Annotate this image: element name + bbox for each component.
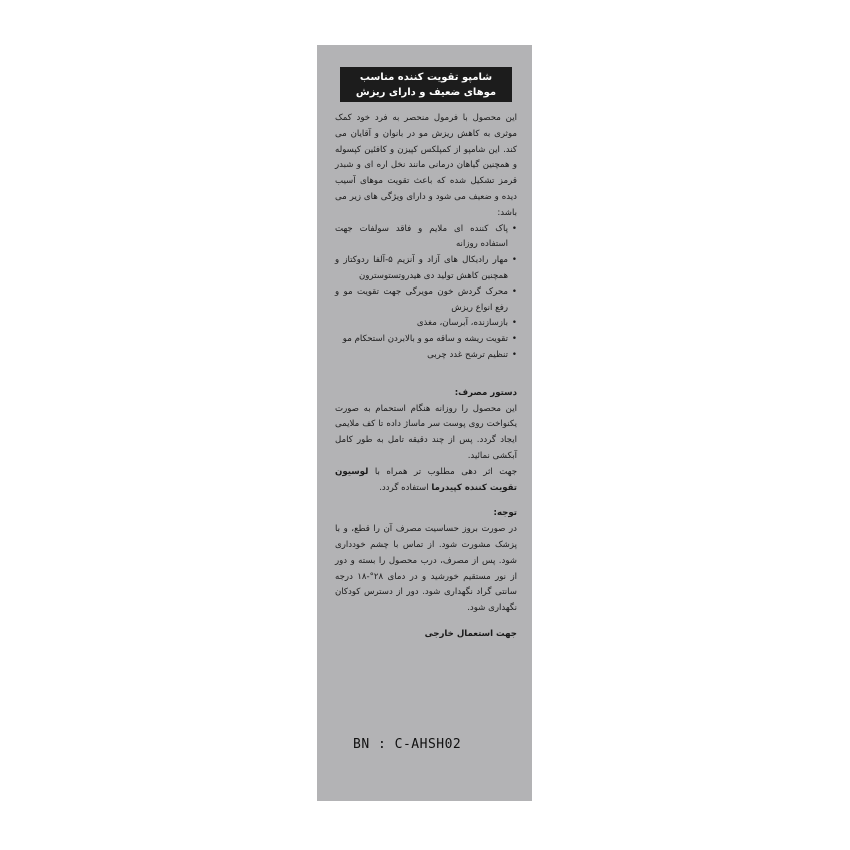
batch-number: BN : C-AHSH02	[353, 737, 462, 752]
usage-combination-text	[335, 465, 517, 497]
note-text: در صورت بروز حساسیت مصرف آن را قطع، و با پزشک مشورت شود. از تماس با چشم خودداری شود. پس از مصرف، درب محصول را بسته و دور از نور مستقیم خورشید و در دمای ۲۸°-۱۸ درجه سانتی گراد نگهداری شود. دور از دسترس کودکان نگهداری شود.	[335, 524, 517, 614]
lotion-product-name: لوسیون تقویت کننده کپیدرما	[335, 466, 517, 493]
feature-item: • پاک کننده ای ملایم و فاقد سولفات جهت استفاده روزانه	[335, 222, 508, 254]
product-title-box	[340, 67, 512, 102]
feature-list	[335, 222, 517, 364]
feature-item: • تقویت ریشه و ساقه مو و بالابردن استحکام مو	[335, 332, 508, 348]
product-title-line-1: شامپو تقویت کننده مناسب	[359, 72, 493, 83]
spacer	[335, 364, 517, 386]
note-heading: توجه:	[493, 508, 517, 519]
feature-item: • تنظیم ترشح غدد چربی	[335, 348, 508, 364]
usage-combination-suffix: استفاده گردد.	[379, 482, 429, 493]
feature-item: • محرک گردش خون مویرگی جهت تقویت مو و رفع انواع ریزش	[335, 285, 508, 317]
feature-item: • بازسازنده، آبرسان، مغذی	[335, 316, 508, 332]
external-use-text: جهت استعمال خارجی	[424, 628, 517, 639]
spacer	[335, 617, 517, 627]
intro-paragraph: این محصول با فرمول منحصر به فرد خود کمک موثری به کاهش ریزش مو در بانوان و آقایان می کند. این شامپو از کمپلکس کپیزن و کافئین کپسوله و همچنین گیاهان درمانی مانند نخل اره ای و شبدر قرمز تشکیل شده که باعث تقویت موهای آسیب دیده و ضعیف می شود و دارای ویژگی های زیر می باشد:	[335, 113, 517, 218]
usage-combination-prefix: جهت اثر دهی مطلوب تر همراه با	[374, 466, 518, 477]
feature-item: • مهار رادیکال های آزاد و آنزیم ۵-آلفا ردوکتاز و همچنین کاهش تولید دی هیدروتستوسترون	[335, 253, 508, 285]
label-body	[335, 111, 517, 643]
usage-text: این محصول را روزانه هنگام استحمام به صورت یکنواخت روی پوست سر ماساژ داده تا کف ملایمی ایجاد گردد. پس از چند دقیقه تامل به طور کامل آبکشی نمائید.	[335, 403, 517, 461]
product-title-line-2: موهای ضعیف و دارای ریزش	[355, 87, 497, 98]
usage-heading: دستور مصرف:	[454, 387, 517, 398]
product-label-panel	[317, 45, 532, 801]
spacer	[335, 496, 517, 506]
